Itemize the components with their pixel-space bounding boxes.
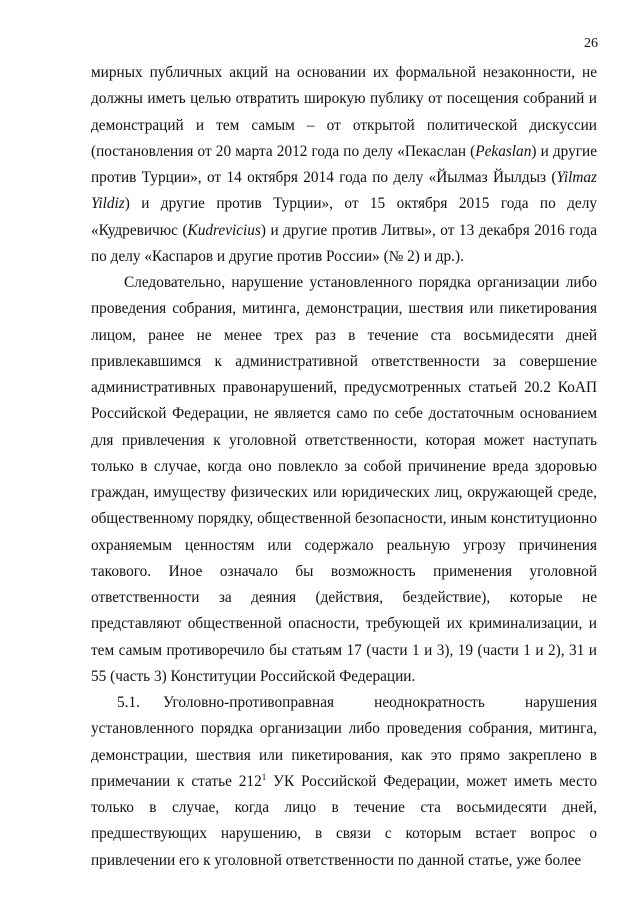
italic-latin-name: Pekaslan bbox=[475, 142, 532, 160]
text-segment: Уголовно-противоправная неоднократность нарушения установленного порядка организации либо проведения собрания, митинга, демонстрации, шествия или пикетирования, как это прямо закреплено в примечании к статье 212 bbox=[91, 694, 597, 790]
text-segment: УК Российской Федерации, может иметь место только в случае, когда лицо в течение ста восьмидесяти дней, предшествующих нарушению, в связи с которым встает вопрос о привлечении его к уголовной ответственности по данной статье, уже более bbox=[91, 772, 597, 869]
section-number: 5.1. bbox=[117, 694, 140, 711]
text-segment: ) и другие против Литвы», от 13 декабря 2016 года по делу «Каспаров и другие против России» (№ 2) и др.). bbox=[91, 221, 597, 265]
paragraph-conclusion: Следовательно, нарушение установленного порядка организации либо проведения собрания, митинга, демонстрации, шествия или пикетирования лицом, ранее не менее трех раз в течение ста восьмидесяти дней привлекавшимся к административной ответственности за совершение административных правонарушений, предусмотренных статьей 20.2 КоАП Российской Федерации, не является само по себе достаточным основанием для привлечения к уголовной ответственности, которая может наступать только в случае, когда оно повлекло за собой причинение вреда здоровью граждан, имуществу физических или юридических лиц, окружающей среде, общественному порядку, общественной безопасности, иным конституционно охраняемым ценностям или содержало реальную угрозу причинения такового. Иное означало бы возможность применения уголовной ответственности за деяния (действия, бездействие), которые не представляют общественной опасности, требующей их криминализации, и тем самым противоречило бы статьям 17 (части 1 и 3), 19 (части 1 и 2), 31 и 55 (часть 3) Конституции Российской Федерации. bbox=[91, 274, 597, 685]
page-number: 26 bbox=[584, 36, 598, 51]
text-segment: мирных публичных акций на основании их формальной незаконности, не должны иметь целью отвратить широкую публику от посещения собраний и демонстраций и тем самым – от открытой политической дискуссии (постановления от 20 марта 2012 года по делу «Пекаслан ( bbox=[91, 64, 597, 160]
text-segment: ) и другие против Турции», от 14 октября 2014 года по делу «Йылмаз Йылдыз ( bbox=[91, 142, 597, 186]
text-segment: ) и другие против Турции», от 15 октября 2015 года по делу «Кудревичюс ( bbox=[91, 195, 597, 239]
paragraph-section-5-1 bbox=[91, 690, 597, 874]
italic-latin-name: Kudrevicius bbox=[187, 221, 261, 239]
article-superscript: 1 bbox=[261, 771, 267, 782]
document-body bbox=[91, 60, 597, 874]
italic-latin-name: Yilmaz Yildiz bbox=[91, 169, 597, 213]
paragraph-continuation bbox=[91, 60, 597, 270]
